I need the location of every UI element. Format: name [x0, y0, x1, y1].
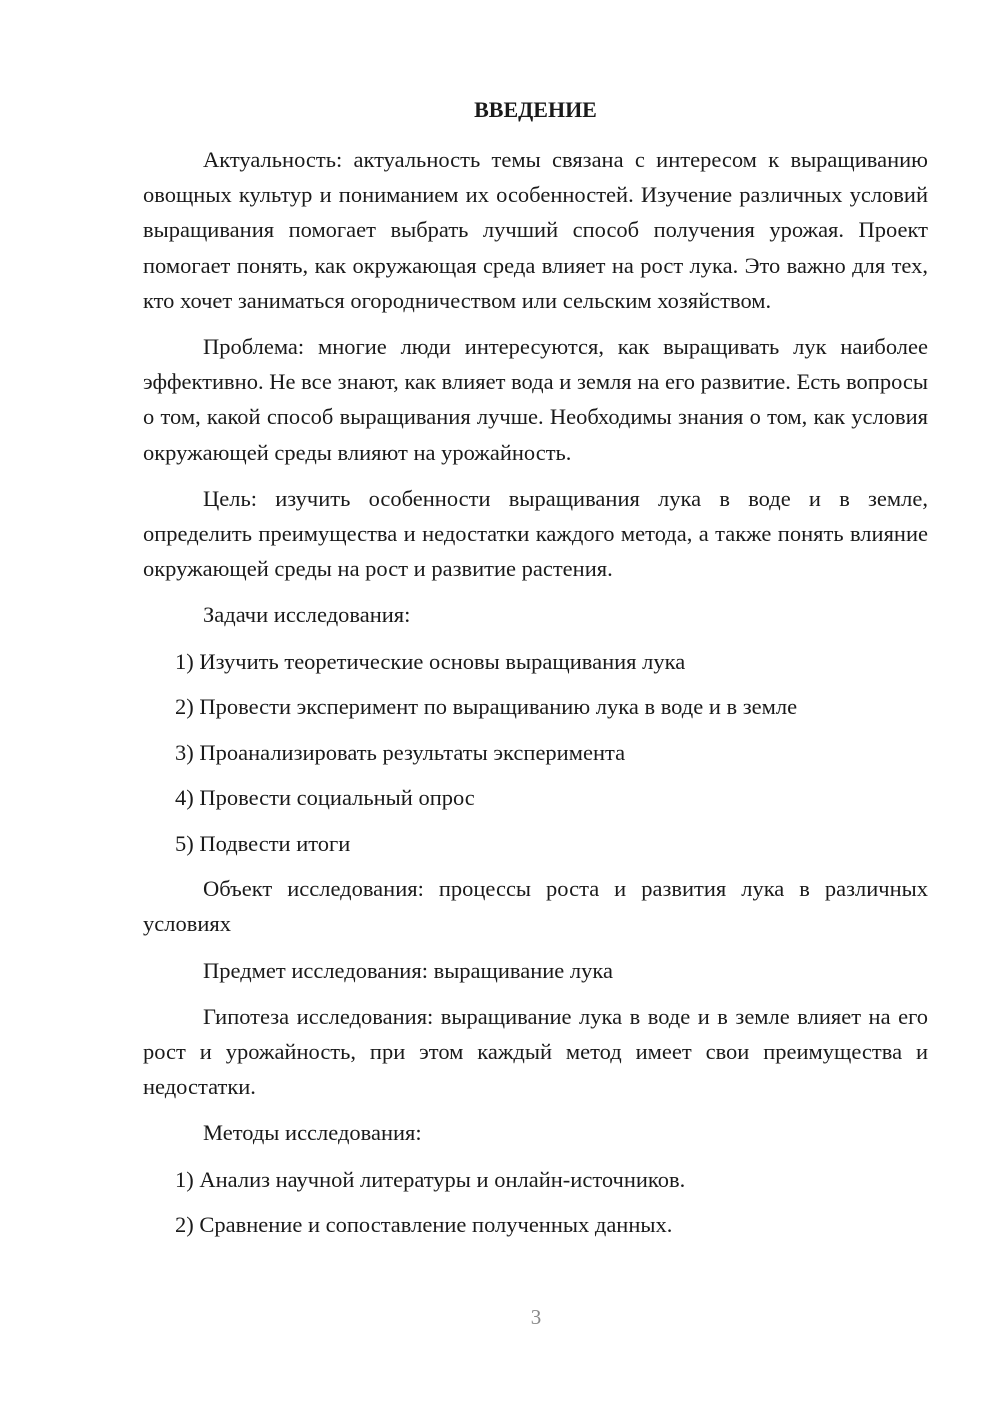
object-paragraph: Объект исследования: процессы роста и развития лука в различных условиях: [143, 876, 928, 937]
subject-paragraph: Предмет исследования: выращивание лука: [203, 957, 613, 983]
section-title: ВВЕДЕНИЕ: [474, 97, 597, 122]
page-number: 3: [530, 1305, 542, 1329]
task-item: 1) Изучить теоретические основы выращивания лука: [175, 648, 686, 674]
relevance-paragraph: Актуальность: актуальность темы связана с интересом к выращиванию овощных культур и пониманием их особенностей. Изучение различных условий выращивания помогает выбрать лучший способ получения урожая. Проект помогает понять, как окружающая среда влияет на рост лука. Это важно для тех, кто хочет заниматься огородничеством или сельским хозяйством.: [143, 147, 928, 313]
hypothesis-paragraph: Гипотеза исследования: выращивание лука в воде и в земле влияет на его рост и урожайность, при этом каждый метод имеет свои преимущества и недостатки.: [143, 1003, 928, 1100]
task-item: 5) Подвести итоги: [175, 830, 351, 856]
method-item: 2) Сравнение и сопоставление полученных данных.: [175, 1212, 673, 1238]
task-item: 3) Проанализировать результаты эксперимента: [175, 739, 626, 765]
document-page: [143, 92, 928, 1253]
goal-paragraph: Цель: изучить особенности выращивания лука в воде и в земле, определить преимущества и недостатки каждого метода, а также понять влияние окружающей среды на рост и развитие растения.: [143, 485, 928, 582]
methods-heading: Методы исследования:: [203, 1120, 422, 1146]
method-item: 1) Анализ научной литературы и онлайн-источников.: [175, 1166, 686, 1192]
task-item: 2) Провести эксперимент по выращиванию лука в воде и в земле: [175, 694, 798, 720]
task-item: 4) Провести социальный опрос: [175, 785, 475, 811]
problem-paragraph: Проблема: многие люди интересуются, как выращивать лук наиболее эффективно. Не все знают, как влияет вода и земля на его развитие. Есть вопросы о том, какой способ выращивания лучше. Необходимы знания о том, как условия окружающей среды влияют на урожайность.: [143, 334, 928, 465]
tasks-heading: Задачи исследования:: [203, 602, 411, 628]
